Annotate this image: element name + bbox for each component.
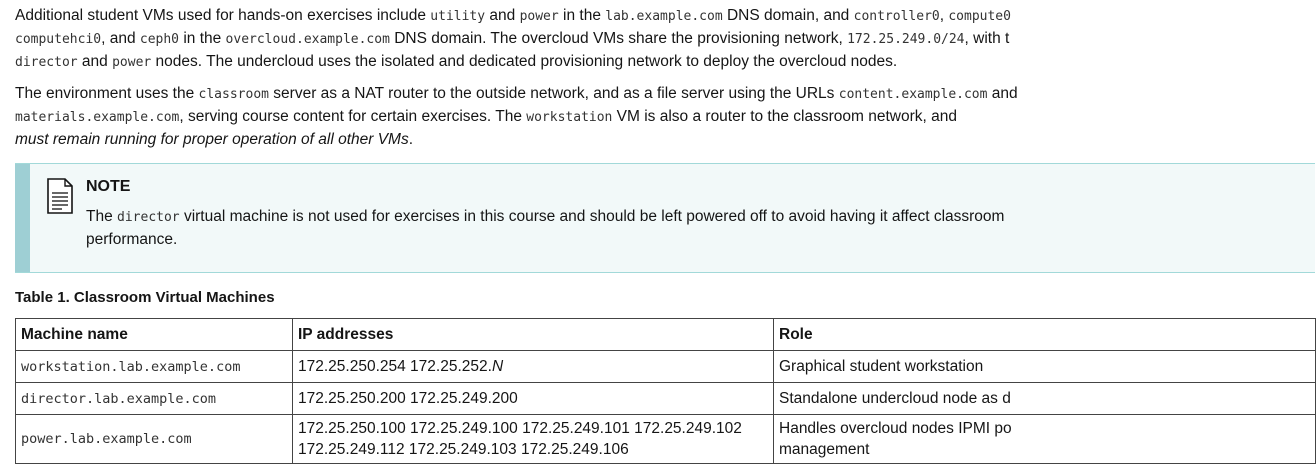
machine-name: power.lab.example.com: [21, 431, 192, 447]
prose-text: VM is also a router to the classroom network, and: [612, 108, 957, 125]
inline-code: computehci0: [15, 32, 102, 47]
role-cell: [774, 351, 1316, 383]
ip-line: 172.25.250.200 172.25.249.200: [298, 390, 518, 407]
note-body-line: performance.: [86, 231, 178, 248]
paragraph-line: [15, 50, 1011, 73]
inline-code: overcloud.example.com: [225, 32, 390, 47]
note-document-icon: [46, 178, 74, 214]
prose-text: in the: [179, 30, 226, 47]
role-cell: [774, 383, 1316, 415]
ip-line: [298, 358, 503, 375]
prose-text: , with t: [964, 30, 1010, 47]
role-line: Standalone undercloud node as d: [779, 390, 1011, 407]
paragraph-line: [15, 4, 1011, 27]
prose-text: The environment uses the: [15, 85, 199, 102]
paragraph-line: [15, 27, 1011, 50]
role-line: Graphical student workstation: [779, 358, 984, 375]
inline-code: materials.example.com: [15, 110, 180, 125]
inline-code: ceph0: [139, 32, 180, 47]
prose-text: DNS domain. The overcloud VMs share the provisioning network,: [389, 30, 848, 47]
classroom-vms-table: [15, 318, 1316, 464]
inline-code: content.example.com: [838, 87, 988, 102]
machine-name-cell: [16, 383, 293, 415]
ip-addresses-cell: [293, 415, 774, 464]
machine-name-cell: [16, 415, 293, 464]
inline-code: controller0: [853, 9, 940, 24]
role-cell: [774, 415, 1316, 464]
ip-line: 172.25.249.112 172.25.249.103 172.25.249.106: [298, 441, 629, 458]
ip-text: 172.25.250.254 172.25.252.: [298, 358, 492, 375]
column-header-machine-name: Machine name: [16, 319, 293, 351]
note-code-text: director: [117, 210, 180, 225]
table-header-row: [16, 319, 1316, 351]
table-row: [16, 351, 1316, 383]
note-title: NOTE: [86, 178, 131, 195]
role-line: Handles overcloud nodes IPMI po: [779, 420, 1012, 437]
prose-text: and: [485, 7, 520, 24]
column-header-ip-addresses: IP addresses: [293, 319, 774, 351]
emphasis-text: must remain running for proper operation of all other VMs: [15, 131, 409, 148]
prose-text: and: [77, 53, 113, 70]
environment-paragraph: [15, 82, 1018, 151]
ip-addresses-cell: [293, 383, 774, 415]
machine-name-cell: [16, 351, 293, 383]
machine-name: workstation.lab.example.com: [21, 358, 241, 375]
machine-name: director.lab.example.com: [21, 390, 217, 407]
inline-code: compute0: [948, 9, 1011, 24]
prose-text: ,: [939, 7, 949, 24]
prose-text: DNS domain, and: [722, 7, 854, 24]
prose-text: , serving course content for certain exercises. The: [179, 108, 527, 125]
table-row: [16, 383, 1316, 415]
inline-code: power: [112, 55, 152, 70]
prose-text: nodes. The undercloud uses the isolated and dedicated provisioning network to deploy the overcloud nodes.: [151, 53, 898, 70]
paragraph-line: [15, 105, 1018, 128]
prose-text: server as a NAT router to the outside network, and as a file server using the URLs: [268, 85, 839, 102]
student-vms-paragraph: [15, 4, 1011, 73]
table-row: [16, 415, 1316, 464]
inline-code: classroom: [198, 87, 269, 102]
note-admonition: [15, 163, 1315, 273]
note-body-line: [86, 205, 1004, 228]
paragraph-line: [15, 82, 1018, 105]
note-body: [86, 205, 1004, 251]
table-caption: Table 1. Classroom Virtual Machines: [15, 289, 275, 306]
paragraph-line: [15, 128, 1018, 151]
ip-addresses-cell: [293, 351, 774, 383]
inline-code: power: [519, 9, 559, 24]
inline-code: utility: [430, 9, 486, 24]
inline-code: workstation: [526, 110, 613, 125]
prose-text: Additional student VMs used for hands-on exercises include: [15, 7, 431, 24]
column-header-role: Role: [774, 319, 1316, 351]
inline-code: 172.25.249.0/24: [847, 32, 965, 47]
prose-text: , and: [101, 30, 140, 47]
ip-variable: N: [491, 358, 504, 375]
period-text: .: [408, 131, 414, 148]
note-accent-bar: [15, 164, 30, 272]
prose-text: in the: [558, 7, 606, 24]
note-text: virtual machine is not used for exercises in this course and should be left powered off to avoid having it affect classroom: [179, 208, 1005, 225]
ip-line: 172.25.250.100 172.25.249.100 172.25.249.101 172.25.249.102: [298, 420, 742, 437]
role-line: management: [779, 441, 870, 458]
inline-code: director: [15, 55, 78, 70]
inline-code: lab.example.com: [605, 9, 723, 24]
note-text: The: [86, 208, 118, 225]
prose-text: and: [987, 85, 1018, 102]
